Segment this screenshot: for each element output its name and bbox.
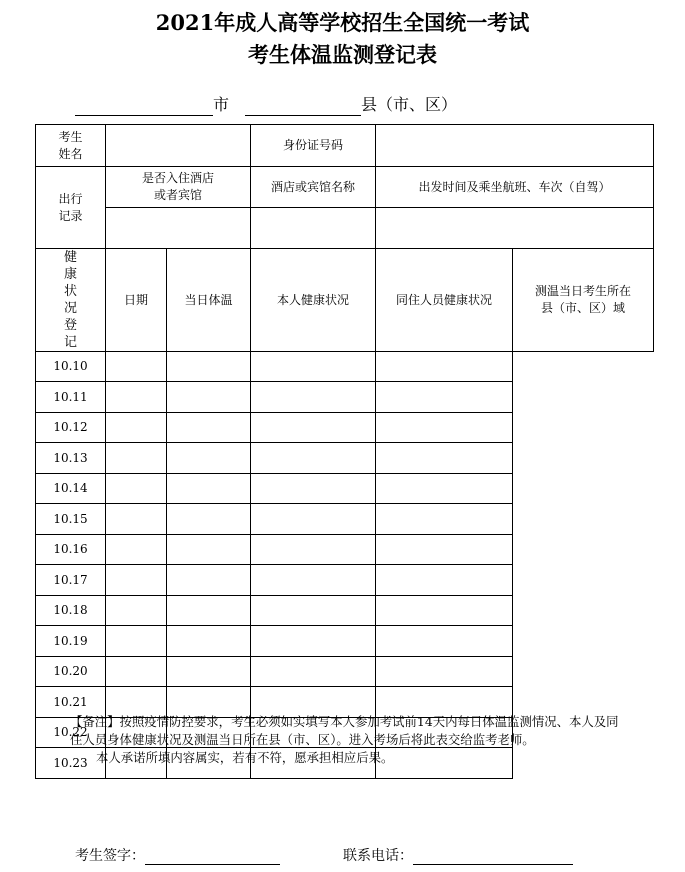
date-cell: 10.23 [36,748,106,779]
county-field[interactable] [376,382,513,413]
temperature-field[interactable] [106,352,167,382]
cohabitant-health-field[interactable] [251,474,376,504]
hotel-question-header [106,167,251,208]
form-subtitle: 考生体温监测登记表 [248,42,437,67]
county-field[interactable] [376,626,513,657]
departure-header: 出发时间及乘坐航班、车次（自驾） [376,167,654,208]
county-header-line2: 县（市、区）域 [540,301,625,315]
health-label-char: 记 [63,335,77,350]
county-field[interactable] [376,657,513,687]
county-field[interactable] [376,504,513,535]
note-section [70,713,630,767]
temperature-header: 当日体温 [167,249,251,352]
self-health-field[interactable] [167,657,251,687]
self-health-field[interactable] [167,626,251,657]
self-health-field[interactable] [167,596,251,626]
health-label-char: 登 [63,318,77,333]
name-label-line1: 考生 [58,129,83,144]
date-cell: 10.14 [36,474,106,504]
signature-field[interactable] [145,848,280,865]
county-header [513,249,654,352]
health-label-char: 康 [63,267,77,282]
hotel-question-line2: 或者宾馆 [153,188,202,202]
departure-field[interactable] [376,208,654,249]
county-field[interactable] [376,565,513,596]
temperature-form-table [35,124,654,779]
hotel-name-field[interactable] [251,208,376,249]
self-health-field[interactable] [167,413,251,443]
signature-label: 考生签字： [75,848,145,864]
county-header-line1: 测温当日考生所在 [534,284,631,298]
date-cell: 10.21 [36,687,106,718]
travel-label-line2: 记录 [58,208,83,223]
date-row [36,535,654,565]
county-field[interactable] [376,443,513,474]
date-cell: 10.17 [36,565,106,596]
date-cell: 10.15 [36,504,106,535]
date-row [36,352,654,382]
pledge-text: 本人承诺所填内容属实，若有不符，愿承担相应后果。 [96,750,394,765]
date-row [36,443,654,474]
self-health-field[interactable] [167,504,251,535]
temperature-field[interactable] [106,382,167,413]
temperature-field[interactable] [106,565,167,596]
city-label: 市 [213,95,230,114]
self-health-field[interactable] [167,382,251,413]
region-line [75,94,457,116]
temperature-field[interactable] [106,443,167,474]
phone-label: 联系电话： [343,848,413,864]
hotel-question-line1: 是否入住酒店 [141,171,214,185]
county-label: 县（市、区） [361,95,458,114]
cohabitant-health-field[interactable] [251,535,376,565]
date-cell: 10.18 [36,596,106,626]
cohabitant-health-field[interactable] [251,565,376,596]
self-health-header: 本人健康状况 [251,249,376,352]
id-label: 身份证号码 [251,125,376,167]
note-text: 【备注】按照疫情防控要求，考生必须如实填写本人参加考试前14天内每日体温监测情况、本人及同住人员身体健康状况及测温当日所在县（市、区）。进入考场后将此表交给监考老师。 [70,714,619,747]
cohabitant-health-field[interactable] [251,443,376,474]
phone-field[interactable] [413,848,573,865]
date-row [36,596,654,626]
travel-label [36,167,106,249]
form-title: 2021年成人高等学校招生全国统一考试 [155,10,530,35]
self-health-field[interactable] [167,443,251,474]
date-cell: 10.20 [36,657,106,687]
name-field[interactable] [106,125,251,167]
date-row [36,657,654,687]
health-label-char: 状 [63,284,77,299]
temperature-field[interactable] [106,657,167,687]
date-cell: 10.11 [36,382,106,413]
county-blank[interactable] [245,97,361,116]
cohabitant-health-field[interactable] [251,413,376,443]
health-section-label [36,249,106,352]
county-field[interactable] [376,352,513,382]
cohabitant-health-field[interactable] [251,596,376,626]
date-cell: 10.19 [36,626,106,657]
date-cell: 10.13 [36,443,106,474]
cohabitant-health-field[interactable] [251,504,376,535]
temperature-field[interactable] [106,535,167,565]
temperature-field[interactable] [106,626,167,657]
date-row [36,413,654,443]
cohabitant-health-field[interactable] [251,382,376,413]
date-row [36,504,654,535]
signature-line [75,845,280,865]
cohabitant-health-field[interactable] [251,657,376,687]
county-field[interactable] [376,596,513,626]
travel-label-line1: 出行 [58,191,83,206]
date-row [36,565,654,596]
name-label [36,125,106,167]
date-row [36,382,654,413]
hotel-name-header: 酒店或宾馆名称 [251,167,376,208]
temperature-field[interactable] [106,413,167,443]
cohabitant-health-field[interactable] [251,352,376,382]
temperature-field[interactable] [106,596,167,626]
date-cell: 10.12 [36,413,106,443]
self-health-field[interactable] [167,352,251,382]
self-health-field[interactable] [167,474,251,504]
county-field[interactable] [376,535,513,565]
temperature-field[interactable] [106,504,167,535]
self-health-field[interactable] [167,535,251,565]
cohabitant-health-field[interactable] [251,626,376,657]
self-health-field[interactable] [167,565,251,596]
phone-line [343,845,573,865]
county-field[interactable] [376,474,513,504]
health-label-char: 况 [63,301,77,316]
hotel-question-field[interactable] [106,208,251,249]
id-field[interactable] [376,125,654,167]
date-header: 日期 [106,249,167,352]
cohabitant-health-header: 同住人员健康状况 [376,249,513,352]
date-row [36,626,654,657]
date-cell: 10.16 [36,535,106,565]
date-row [36,474,654,504]
name-label-line2: 姓名 [58,146,83,161]
date-cell: 10.10 [36,352,106,382]
city-blank[interactable] [75,97,213,116]
health-label-char: 健 [63,250,77,265]
date-cell: 10.22 [36,718,106,748]
county-field[interactable] [376,413,513,443]
temperature-field[interactable] [106,474,167,504]
